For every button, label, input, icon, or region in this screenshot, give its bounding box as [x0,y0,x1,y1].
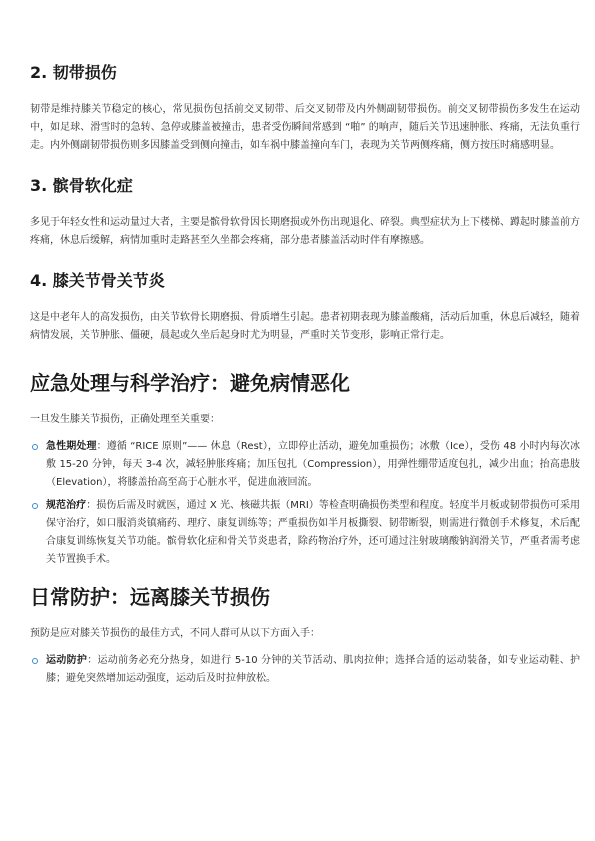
list-item [30,438,580,492]
list-item-lead: 规范治疗 [46,500,87,511]
osteoarthritis-heading: 4. 膝关节骨关节炎 [30,271,165,290]
document-content [30,62,580,702]
list-item-text: ：运动前务必充分热身，如进行 5-10 分钟的关节活动、肌肉拉伸；选择合适的运动装备，如专业运动鞋、护膝；避免突然增加运动强度，运动后及时拉伸放松。 [46,655,580,684]
emergency-heading: 应急处理与科学治疗：避免病情恶化 [30,371,350,395]
list-item-lead: 急性期处理 [46,441,97,452]
list-item-lead: 运动防护 [46,655,88,666]
ligament-paragraph: 韧带是维持膝关节稳定的核心，常见损伤包括前交叉韧带、后交叉韧带及内外侧副韧带损伤。前交叉韧带损伤多发生在运动中，如足球、滑雪时的急转、急停或膝盖被撞击，患者受伤瞬间常感到 “啪” 的响声，随后关节迅速肿胀、疼痛，无法负重行走。内外侧副韧带损伤则多因膝盖受到侧向撞击，如车祸中膝盖撞向车门，表现为关节两侧疼痛，侧方按压时痛感明显。 [30,104,580,151]
list-item [30,497,580,569]
ligament-heading: 2. 韧带损伤 [30,63,117,82]
list-item-text: ：损伤后需及时就医，通过 X 光、核磁共振（MRI）等检查明确损伤类型和程度。轻度半月板或韧带损伤可采用保守治疗，如口服消炎镇痛药、理疗、康复训练等；严重损伤如半月板撕裂、韧带断裂，则需进行微创手术修复，术后配合康复训练恢复关节功能。髌骨软化症和骨关节炎患者，除药物治疗外，还可通过注射玻璃酸钠润滑关节，严重者需考虑关节置换手术。 [46,500,581,565]
prevention-list [30,652,580,688]
patella-paragraph: 多见于年轻女性和运动量过大者，主要是髌骨软骨因长期磨损或外伤出现退化、碎裂。典型症状为上下楼梯、蹲起时膝盖前方疼痛，休息后缓解，病情加重时走路甚至久坐都会疼痛，部分患者膝盖活动时伴有摩擦感。 [30,217,580,246]
prevention-intro: 预防是应对膝关节损伤的最佳方式，不同人群可从以下方面入手： [30,628,320,639]
prevention-heading: 日常防护：远离膝关节损伤 [30,585,270,609]
bullet-circle-icon [32,658,38,664]
bullet-circle-icon [32,444,38,450]
emergency-list [30,438,580,569]
list-item [30,652,580,688]
patella-heading: 3. 髌骨软化症 [30,176,133,195]
emergency-intro: 一旦发生膝关节损伤，正确处理至关重要： [30,414,220,425]
list-item-text: ：遵循 “RICE 原则”—— 休息（Rest），立即停止活动，避免加重损伤；冰敷（Ice），受伤 48 小时内每次冰敷 15-20 分钟，每天 3-4 次，减轻肿胀疼痛；加压包扎（Compression），用弹性绷带适度包扎，减少出血；抬高患肢（Elevation），将膝盖抬高至高于心脏水平，促进血液回流。 [46,441,581,488]
osteoarthritis-paragraph: 这是中老年人的高发损伤，由关节软骨长期磨损、骨质增生引起。患者初期表现为膝盖酸痛，活动后加重，休息后减轻，随着病情发展，关节肿胀、僵硬，晨起或久坐后起身时尤为明显，严重时关节变形，影响正常行走。 [30,312,580,341]
bullet-circle-icon [32,503,38,509]
